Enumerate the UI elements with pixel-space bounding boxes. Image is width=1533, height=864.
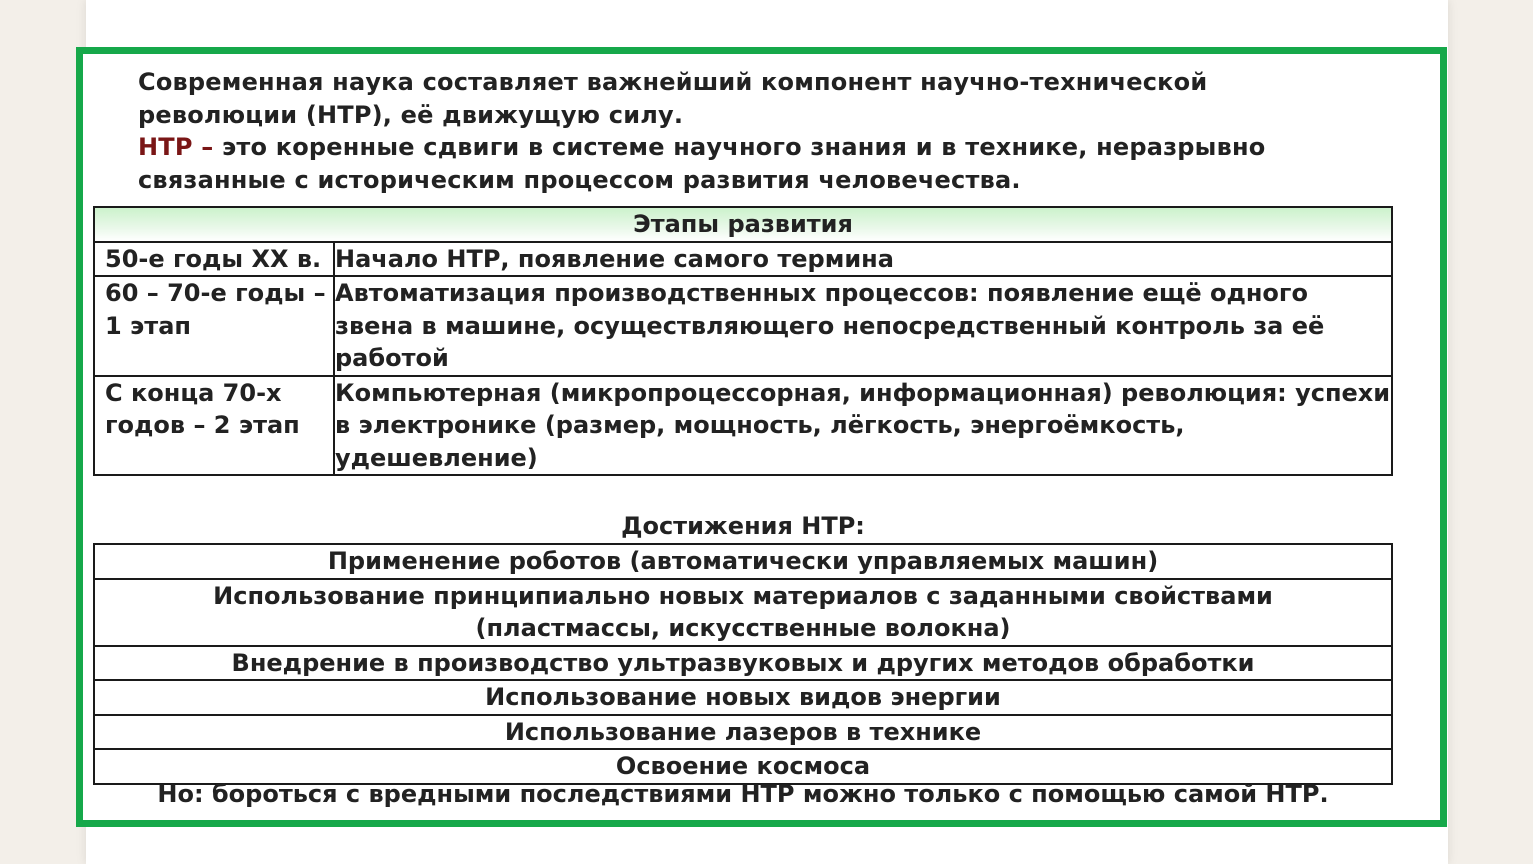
achievement-item: Внедрение в производство ультразвуковых и других методов обработки <box>94 646 1392 681</box>
stage-description: Начало НТР, появление самого термина <box>334 242 1392 277</box>
stages-table <box>93 206 1393 476</box>
achievement-item: Освоение космоса <box>94 749 1392 784</box>
achievements-table <box>93 543 1393 785</box>
achievement-row <box>94 715 1392 750</box>
stage-period: С конца 70-х годов – 2 этап <box>94 376 334 476</box>
stage-row <box>94 242 1392 277</box>
stage-row <box>94 376 1392 476</box>
achievement-row <box>94 646 1392 681</box>
intro-paragraph: Современная наука составляет важнейший компонент научно-технической революции (НТР), её движущую силу. <box>138 68 1208 129</box>
intro-text <box>138 66 1368 196</box>
stage-period: 60 – 70-е годы – 1 этап <box>94 276 334 376</box>
stage-period: 50-е годы XX в. <box>94 242 334 277</box>
achievement-item: Применение роботов (автоматически управляемых машин) <box>94 544 1392 579</box>
term-ntr: НТР – <box>138 133 214 161</box>
stage-description: Автоматизация производственных процессов: появление ещё одного звена в машине, осуществляющего непосредственный контроль за её работой <box>334 276 1392 376</box>
stages-header: Этапы развития <box>94 207 1392 242</box>
achievements-title: Достижения НТР: <box>621 512 865 540</box>
term-definition: это коренные сдвиги в системе научного знания и в технике, неразрывно связанные с историческим процессом развития человечества. <box>138 133 1266 194</box>
stage-row <box>94 276 1392 376</box>
achievement-item: Использование новых видов энергии <box>94 680 1392 715</box>
stages-header-row <box>94 207 1392 242</box>
stage-description: Компьютерная (микропроцессорная, информационная) революция: успехи в электронике (размер, мощность, лёгкость, энергоёмкость, удешевление) <box>334 376 1392 476</box>
definition-paragraph <box>138 131 1368 196</box>
content-frame <box>76 47 1447 827</box>
achievement-item: Использование лазеров в технике <box>94 715 1392 750</box>
achievement-row <box>94 579 1392 646</box>
achievement-item: Использование принципиально новых материалов с заданными свойствами (пластмассы, искусственные волокна) <box>94 579 1392 646</box>
achievement-row <box>94 680 1392 715</box>
footer-note: Но: бороться с вредными последствиями НТР можно только с помощью самой НТР. <box>157 780 1329 808</box>
achievement-row <box>94 544 1392 579</box>
